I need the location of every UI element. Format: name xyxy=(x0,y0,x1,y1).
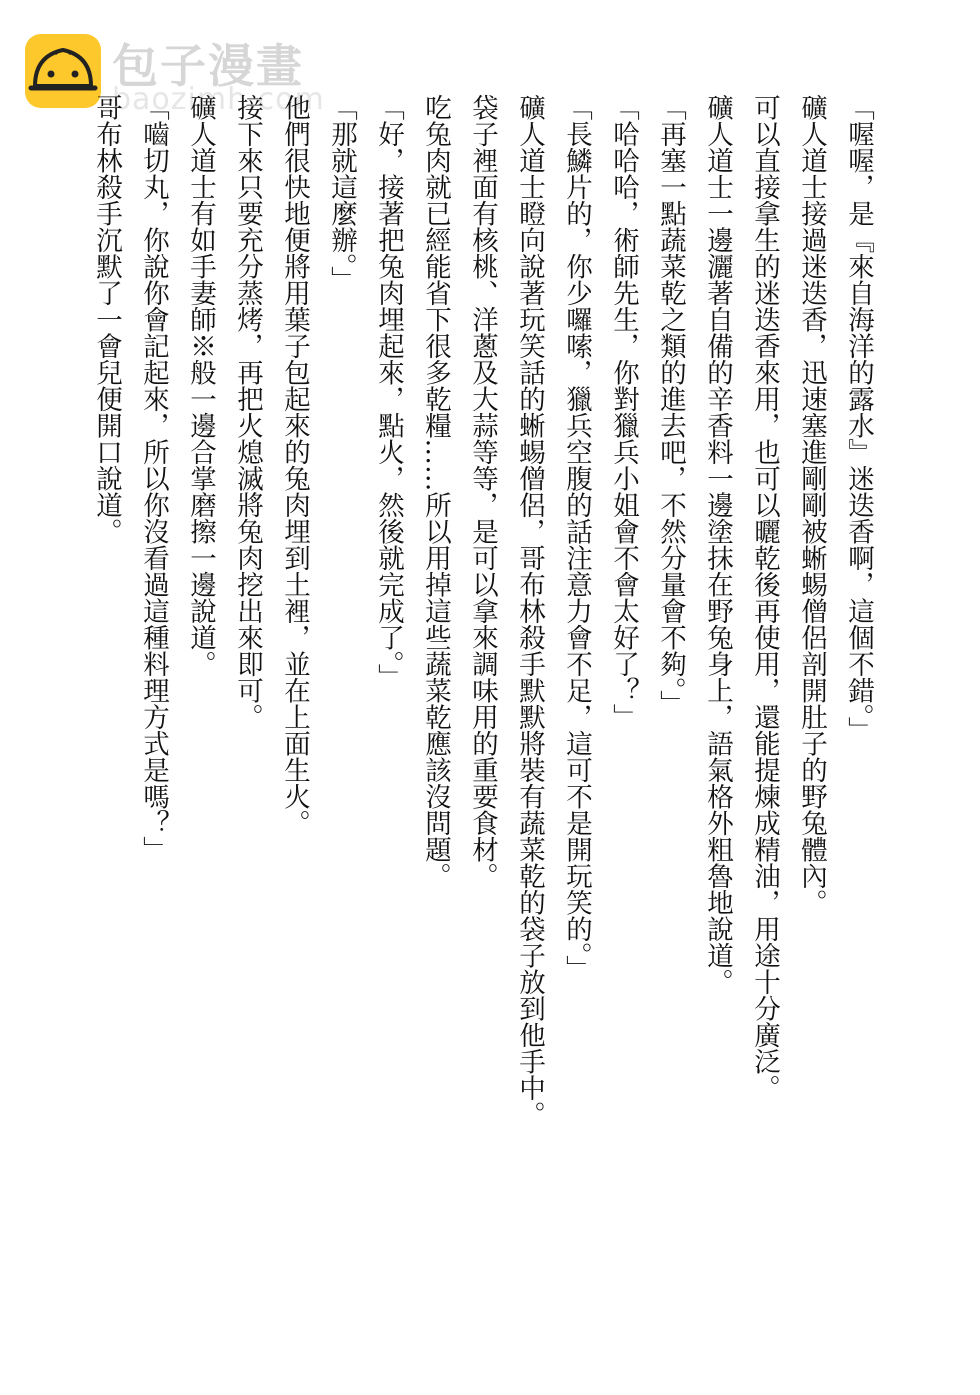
paragraph: 他們很快地便將用葉子包起來的兔肉埋到土裡，並在上面生火。 xyxy=(279,94,310,836)
paragraph: 「嚙切丸，你說你會記起來，所以你沒看過這種料理方式是嗎？」 xyxy=(138,94,169,863)
paragraph: 吃兔肉就已經能省下很多乾糧……所以用掉這些蔬菜乾應該沒問題。 xyxy=(420,94,451,889)
paragraph: 「再塞一點蔬菜乾之類的進去吧，不然分量會不夠。」 xyxy=(655,94,686,717)
paragraph: 「長鱗片的，你少囉嗦，獵兵空腹的話注意力會不足，這可不是開玩笑的。」 xyxy=(561,94,592,982)
paragraph: 袋子裡面有核桃、洋蔥及大蒜等等，是可以拿來調味用的重要食材。 xyxy=(467,94,498,889)
paragraph: 礦人道士有如手妻師※般一邊合掌磨擦一邊說道。 xyxy=(185,94,216,677)
paragraph: 「喔喔，是『來自海洋的露水』迷迭香啊，這個不錯。」 xyxy=(843,94,874,744)
paragraph: 礦人道士瞪向說著玩笑話的蜥蜴僧侶，哥布林殺手默默將裝有蔬菜乾的袋子放到他手中。 xyxy=(514,94,545,1128)
paragraph: 可以直接拿生的迷迭香來用，也可以曬乾後再使用，還能提煉成精油，用途十分廣泛。 xyxy=(749,94,780,1101)
paragraph: 「哈哈哈，術師先生，你對獵兵小姐會不會太好了？」 xyxy=(608,94,639,730)
vertical-text-page xyxy=(83,94,882,1194)
paragraph: 「那就這麼辦。」 xyxy=(326,94,357,293)
watermark-url: baozimh.com xyxy=(112,82,325,117)
paragraph: 礦人道士一邊灑著自備的辛香料一邊塗抹在野兔身上，語氣格外粗魯地說道。 xyxy=(702,94,733,995)
watermark-brand: 包子漫畫 xyxy=(112,39,304,93)
paragraph: 礦人道士接過迷迭香，迅速塞進剛剛被蜥蜴僧侶剖開肚子的野兔體內。 xyxy=(796,94,827,916)
paragraph: 「好，接著把兔肉埋起來，點火，然後就完成了。」 xyxy=(373,94,404,691)
paragraph: 接下來只要充分蒸烤，再把火熄滅將兔肉挖出來即可。 xyxy=(232,94,263,730)
paragraph: 哥布林殺手沉默了一會兒便開口說道。 xyxy=(91,94,122,545)
